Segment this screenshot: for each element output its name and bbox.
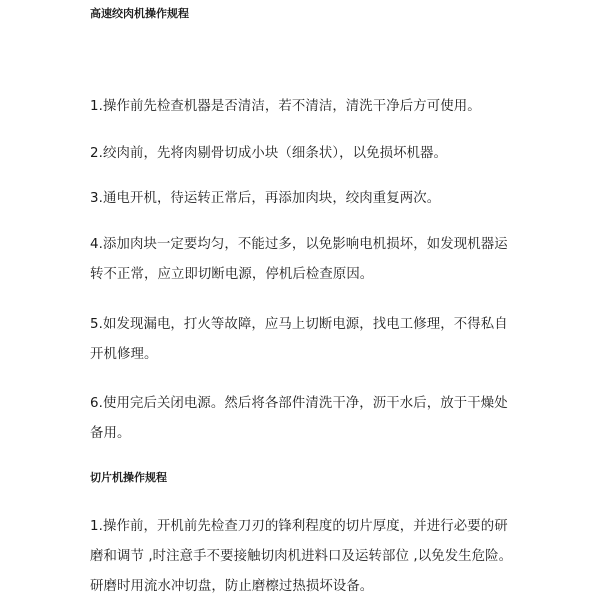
text-line: 开机修理。 xyxy=(90,347,158,362)
text-line: 4.添加肉块一定要均匀，不能过多，以免影响电机损坏，如发现机器运 xyxy=(90,237,508,252)
text-line: 备用。 xyxy=(90,426,131,441)
text-line: 1.操作前，开机前先检查刀刃的锋利程度的切片厚度，并进行必要的研 xyxy=(90,519,508,534)
section-title-slicer: 切片机操作规程 xyxy=(90,471,167,484)
text-line: 转不正常，应立即切断电源，停机后检查原因。 xyxy=(90,267,374,282)
section-title-meat-grinder: 高速绞肉机操作规程 xyxy=(90,7,189,20)
grinder-rule-4 xyxy=(90,230,520,290)
grinder-rule-5 xyxy=(90,310,520,370)
text-line: 5.如发现漏电，打火等故障，应马上切断电源，找电工修理，不得私自 xyxy=(90,317,508,332)
slicer-rule-1 xyxy=(90,512,520,602)
grinder-rule-3 xyxy=(90,184,520,214)
text-line: 1.操作前先检查机器是否清洁，若不清洁，清洗干净后方可使用。 xyxy=(90,99,481,114)
grinder-rule-1 xyxy=(90,92,520,122)
text-line: 3.通电开机，待运转正常后，再添加肉块，绞肉重复两次。 xyxy=(90,191,441,206)
text-line: 6.使用完后关闭电源。然后将各部件清洗干净，沥干水后，放于干燥处 xyxy=(90,396,508,411)
text-line: 研磨时用流水冲切盘，防止磨檫过热损坏设备。 xyxy=(90,579,374,594)
text-line: 磨和调节 ,时注意手不要接触切肉机进料口及运转部位 ,以免发生危险。 xyxy=(90,549,513,564)
grinder-rule-6 xyxy=(90,389,520,449)
grinder-rule-2 xyxy=(90,139,520,169)
text-line: 2.绞肉前，先将肉剔骨切成小块（细条状），以免损坏机器。 xyxy=(90,146,448,161)
